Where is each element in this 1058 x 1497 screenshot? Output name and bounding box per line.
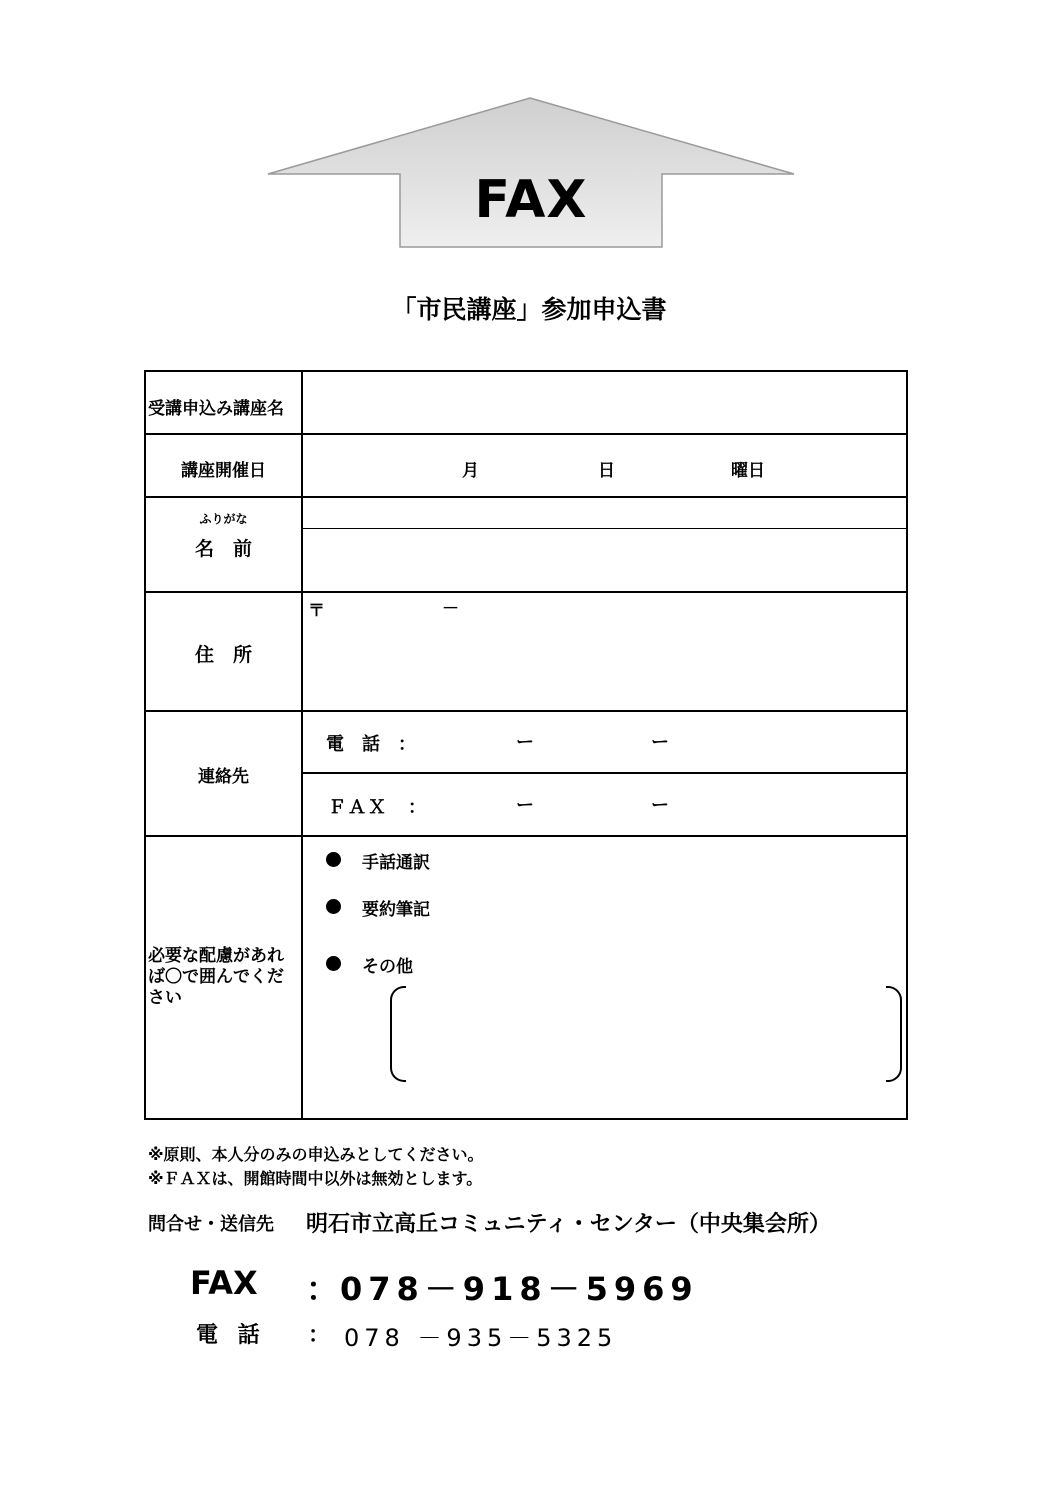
furigana-field[interactable] [304, 499, 904, 527]
phone-dash-1: ー [516, 732, 534, 753]
phone-dash-2: ー [651, 732, 669, 753]
inquiry-fax-colon: ： [306, 1270, 339, 1308]
option-summary-writing[interactable]: 要約筆記 [362, 900, 430, 920]
fax-field[interactable] [304, 775, 904, 833]
application-form-table [144, 370, 908, 1120]
weekday-unit: 曜日 [731, 461, 765, 481]
course-name-field[interactable] [304, 374, 904, 432]
fax-dash-2: ー [651, 795, 669, 816]
other-bracket-left [390, 986, 406, 1082]
month-unit: 月 [462, 461, 479, 481]
postal-dash: － [442, 599, 459, 619]
inquiry-phone-colon: ： [308, 1323, 331, 1348]
inquiry-phone-number: 078 －935－5325 [344, 1324, 618, 1352]
inquiry-phone-label: 電 話 [196, 1323, 266, 1348]
address-field[interactable] [304, 594, 904, 708]
phone-field[interactable] [304, 713, 904, 771]
inquiry-fax-number: 078－918－5969 [340, 1270, 699, 1308]
bullet-icon [326, 899, 341, 914]
day-unit: 日 [598, 461, 615, 481]
course-name-label: 受講申込み講座名 [148, 399, 284, 419]
postal-mark: 〒 [308, 601, 325, 621]
inquiry-fax-label: FAX [190, 1264, 258, 1302]
note-fax-hours: ※ＦＡＸは、開館時間中以外は無効とします。 [148, 1169, 483, 1188]
inquiry-organization: 明石市立高丘コミュニティ・センター（中央集会所） [306, 1212, 831, 1237]
fax-label: ＦＡＸ ： [328, 797, 428, 818]
option-other[interactable]: その他 [362, 957, 413, 977]
form-title: 「市民講座」参加申込書 [391, 295, 667, 324]
bullet-icon [326, 852, 341, 867]
name-label: 名 前 [194, 538, 252, 560]
address-label: 住 所 [194, 644, 252, 666]
furigana-label: ふりがな [199, 512, 248, 526]
other-details-field[interactable] [408, 988, 884, 1078]
fax-dash-1: ー [516, 795, 534, 816]
note-one-person: ※原則、本人分のみの申込みとしてください。 [148, 1145, 484, 1164]
option-sign-language[interactable]: 手話通訳 [362, 853, 430, 873]
contact-label: 連絡先 [198, 767, 249, 787]
name-field[interactable] [304, 530, 904, 590]
date-label: 講座開催日 [181, 461, 266, 481]
inquiry-prefix: 問合せ・送信先 [148, 1214, 274, 1235]
needs-label: 必要な配慮があれば〇で囲んでください [148, 946, 284, 1008]
other-bracket-right [886, 986, 902, 1082]
fax-banner-label: FAX [474, 170, 588, 230]
bullet-icon [326, 956, 341, 971]
phone-label: 電 話 ： [326, 734, 416, 755]
